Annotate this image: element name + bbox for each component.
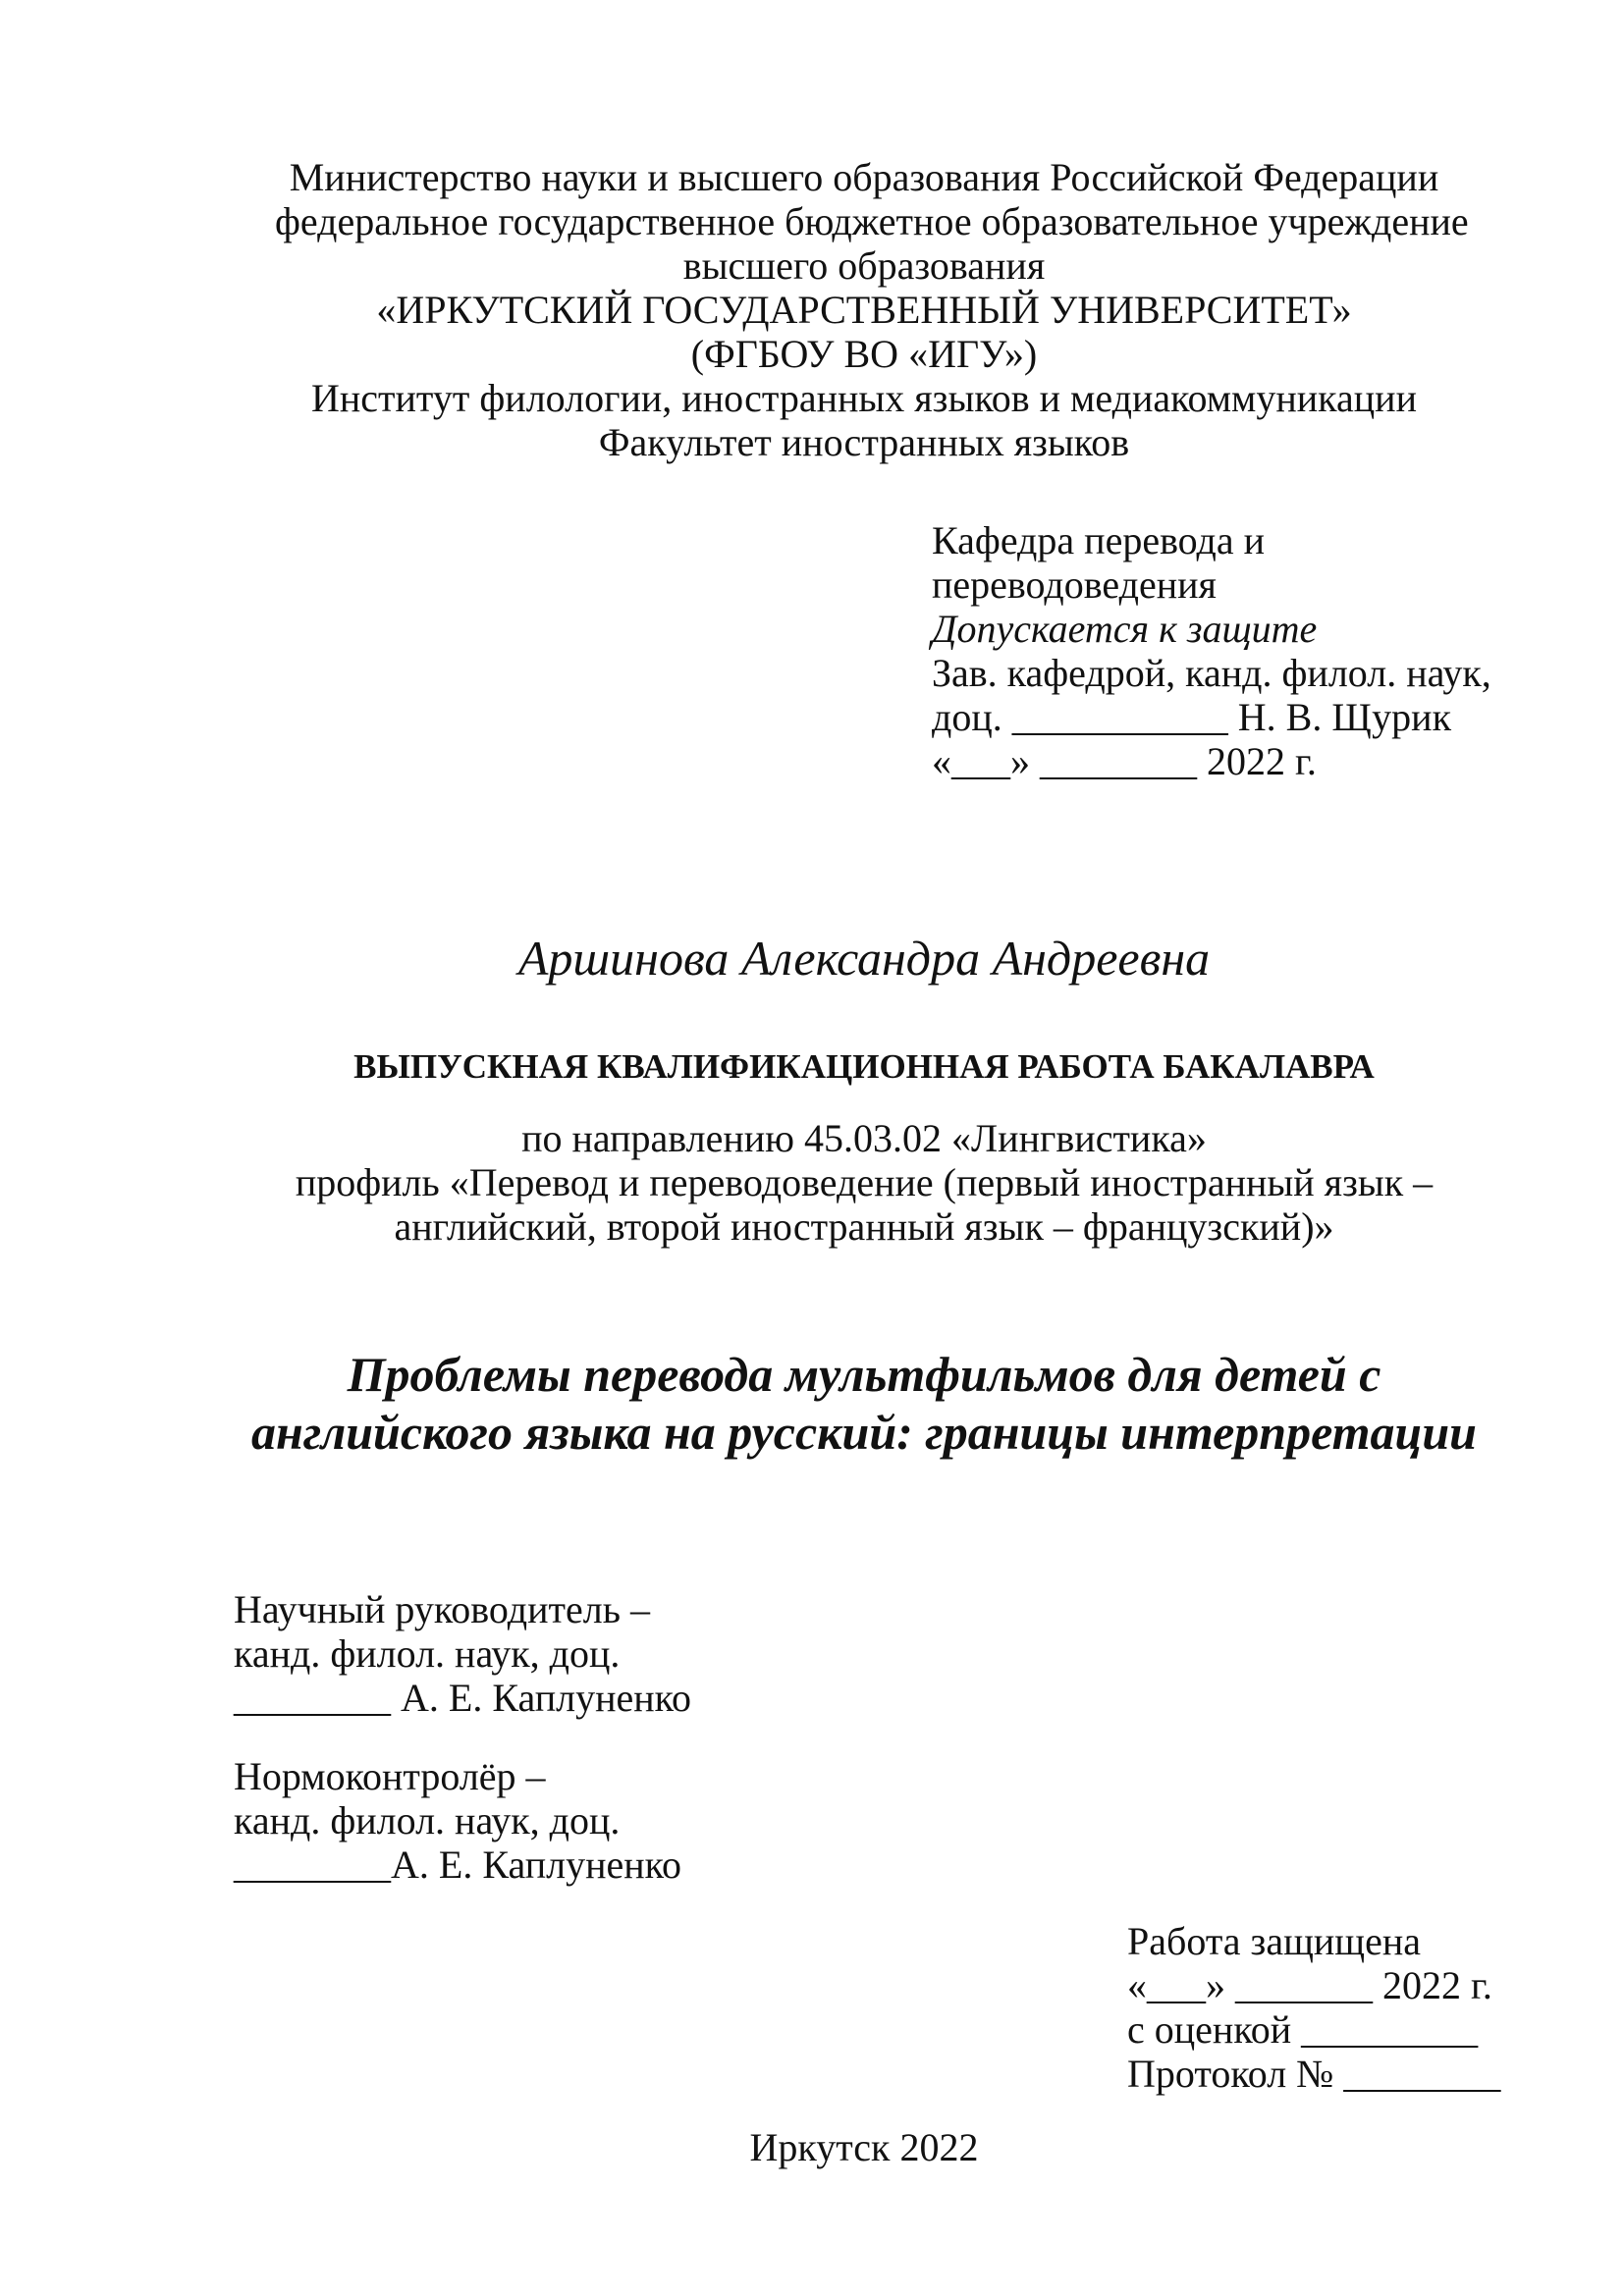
supervisor-degree-line: канд. филол. наук, доц. (234, 1631, 621, 1676)
head-signature-line: доц. ___________ Н. В. Щурик (932, 695, 1452, 739)
city-year: Иркутск 2022 (749, 2125, 979, 2169)
department-admission-block (932, 518, 1521, 783)
university-name-line: «ИРКУТСКИЙ ГОСУДАРСТВЕННЫЙ УНИВЕРСИТЕТ» (376, 288, 1352, 332)
defense-grade-line: с оценкой _________ (1127, 2007, 1479, 2052)
head-date-line: «___» ________ 2022 г. (932, 739, 1317, 783)
direction-block (226, 1116, 1502, 1249)
profile-line-2: английский, второй иностранный язык – французский)» (394, 1204, 1334, 1249)
normcontrol-role-line: Нормоконтролёр – (234, 1754, 546, 1798)
faculty-line: Факультет иностранных языков (598, 420, 1130, 464)
thesis-title-line-1: Проблемы перевода мультфильмов для детей с (347, 1347, 1381, 1402)
institution-type-line: федеральное государственное бюджетное образовательное учреждение (275, 199, 1469, 243)
institute-line: Институт филологии, иностранных языков и медиакоммуникации (311, 376, 1417, 420)
thesis-title (226, 1346, 1502, 1462)
work-type-heading: ВЫПУСКНАЯ КВАЛИФИКАЦИОННАЯ РАБОТА БАКАЛАВРА (353, 1047, 1375, 1086)
thesis-title-line-2: английского языка на русский: границы интерпретации (251, 1405, 1477, 1460)
defense-status-line: Работа защищена (1127, 1919, 1422, 1963)
ministry-line: Министерство науки и высшего образования Российской Федерации (289, 155, 1439, 199)
supervisor-block (234, 1587, 921, 1720)
admission-label: Допускается к защите (932, 607, 1318, 651)
profile-line-1: профиль «Перевод и переводоведение (первый иностранный язык – (295, 1160, 1434, 1204)
supervisor-role-line: Научный руководитель – (234, 1587, 650, 1631)
head-title-line: Зав. кафедрой, канд. филол. наук, (932, 651, 1491, 695)
supervisor-signature-line: ________ А. Е. Каплуненко (234, 1676, 692, 1720)
department-line-1: Кафедра перевода и (932, 518, 1266, 562)
direction-line: по направлению 45.03.02 «Лингвистика» (521, 1116, 1207, 1160)
defense-protocol-line: Протокол № ________ (1127, 2052, 1501, 2096)
university-abbr-line: (ФГБОУ ВО «ИГУ») (690, 332, 1038, 376)
normcontrol-degree-line: канд. филол. наук, доц. (234, 1798, 621, 1842)
normcontrol-signature-line: ________А. Е. Каплуненко (234, 1842, 682, 1887)
department-line-2: переводоведения (932, 562, 1217, 607)
education-level-line: высшего образования (682, 243, 1046, 288)
institution-header (275, 155, 1469, 464)
defense-date-line: «___» _______ 2022 г. (1127, 1963, 1492, 2007)
defense-block (1127, 1919, 1598, 2096)
normcontrol-block (234, 1754, 921, 1887)
author-name: Аршинова Александра Андреевна (517, 931, 1211, 986)
